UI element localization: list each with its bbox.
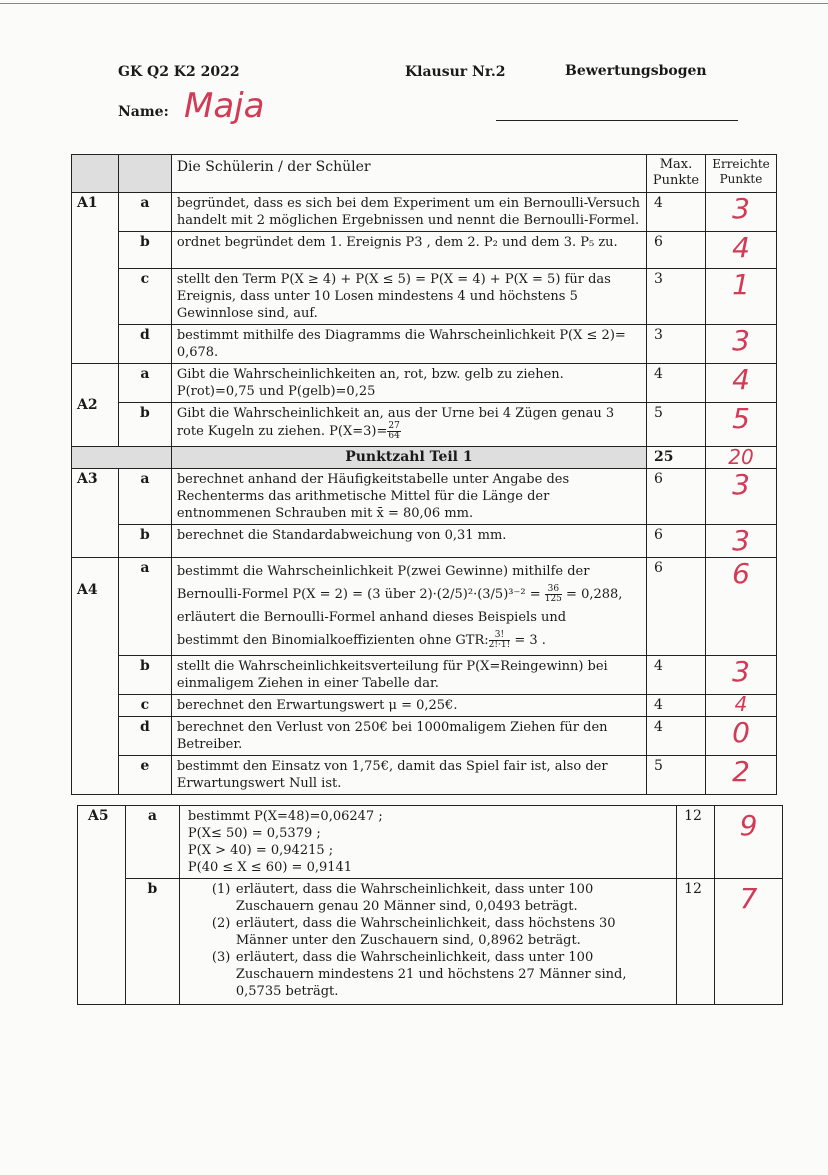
- max-points: 6: [646, 232, 705, 269]
- scan-edge: [0, 3, 828, 4]
- subtask-label: d: [118, 717, 171, 756]
- achieved-points: 4: [705, 364, 776, 403]
- subtask-label: e: [118, 756, 171, 795]
- achieved-points: 9: [715, 806, 783, 879]
- criterion-text: berechnet anhand der Häufigkeitstabelle unter Angabe des Rechenterms das arithmetische Mittel für die Länge der entnommenen Schrauben mit x̄ = 80,06 mm.: [171, 469, 646, 525]
- achieved-points: 1: [705, 269, 776, 325]
- column-header-achieved: Erreichte Punkte: [705, 155, 776, 193]
- exam-title: Klausur Nr.2: [405, 64, 506, 80]
- subtask-label: d: [118, 325, 171, 364]
- task-label: A5: [78, 806, 126, 1005]
- task-label: A3: [72, 469, 119, 558]
- header-blank-2: [118, 155, 171, 193]
- achieved-points: 3: [705, 656, 776, 695]
- achieved-points: 0: [705, 717, 776, 756]
- criterion-text: berechnet die Standardabweichung von 0,31 mm.: [171, 525, 646, 558]
- course-title: GK Q2 K2 2022: [118, 64, 240, 80]
- criterion-text: Gibt die Wahrscheinlichkeiten an, rot, bzw. gelb zu ziehen. P(rot)=0,75 und P(gelb)=0,25: [171, 364, 646, 403]
- column-header-student: Die Schülerin / der Schüler: [171, 155, 646, 193]
- subtask-label: b: [118, 656, 171, 695]
- task-label: A4: [72, 558, 119, 795]
- total-label: Punktzahl Teil 1: [171, 447, 646, 469]
- max-points: 4: [646, 193, 705, 232]
- subtask-label: c: [118, 695, 171, 717]
- criterion-list: (1) erläutert, dass die Wahrscheinlichkeit, dass unter 100 Zuschauern genau 20 Männer sind, 0,0493 beträgt. (2) erläutert, dass die Wahrscheinlichkeit, dass höchstens 30 Männer unter den Zuschauern sind, 0,8962 beträgt. (3) erläutert, dass die Wahrscheinlichkeit, dass unter 100 Zuschauern mindestens 21 und höchstens 27 Männer sind, 0,5735 beträgt.: [179, 879, 676, 1005]
- subtask-label: b: [118, 232, 171, 269]
- criterion-text: stellt die Wahrscheinlichkeitsverteilung für P(X=Reingewinn) bei einmaligem Ziehen in einer Tabelle dar.: [171, 656, 646, 695]
- name-label: Name:: [118, 104, 169, 120]
- criterion-text: berechnet den Verlust von 250€ bei 1000maligem Ziehen für den Betreiber.: [171, 717, 646, 756]
- fraction: $\frac{27}{64}$: [388, 421, 400, 441]
- total-blank: [72, 447, 172, 469]
- criterion-text: bestimmt P(X=48)=0,06247 ; P(X≤ 50) = 0,5379 ; P(X > 40) = 0,94215 ; P(40 ≤ X ≤ 60) = 0,9141: [179, 806, 676, 879]
- header-blank-1: [72, 155, 119, 193]
- signature-line: [496, 120, 738, 121]
- max-points: 4: [646, 656, 705, 695]
- subtask-label: b: [118, 525, 171, 558]
- subtask-label: b: [118, 403, 171, 447]
- grading-table: [71, 154, 777, 795]
- subtask-label: a: [118, 193, 171, 232]
- subtask-label: b: [125, 879, 179, 1005]
- max-points: 6: [646, 469, 705, 525]
- list-item: erläutert, dass die Wahrscheinlichkeit, dass unter 100 Zuschauern mindestens 21 und höchstens 27 Männer sind, 0,5735 beträgt.: [235, 950, 627, 999]
- criterion-text: ordnet begründet dem 1. Ereignis P3 , dem 2. P₂ und dem 3. P₅ zu.: [171, 232, 646, 269]
- subtask-label: c: [118, 269, 171, 325]
- list-item: erläutert, dass die Wahrscheinlichkeit, dass höchstens 30 Männer unter den Zuschauern sind, 0,8962 beträgt.: [235, 916, 616, 948]
- task-label: A2: [72, 364, 119, 447]
- achieved-points: 4: [705, 232, 776, 269]
- max-points: 5: [646, 756, 705, 795]
- subtask-label: a: [118, 558, 171, 656]
- total-max: 25: [646, 447, 705, 469]
- criterion-text: begründet, dass es sich bei dem Experiment um ein Bernoulli-Versuch handelt mit 2 möglichen Ergebnissen und nennt die Bernoulli-Formel.: [171, 193, 646, 232]
- subtask-label: a: [125, 806, 179, 879]
- max-points: 3: [646, 269, 705, 325]
- criterion-text: stellt den Term P(X ≥ 4) + P(X ≤ 5) = P(X = 4) + P(X = 5) für das Ereignis, dass unter 10 Losen mindestens 4 und höchstens 5 Gewinnlose sind, auf.: [171, 269, 646, 325]
- criterion-text: bestimmt die Wahrscheinlichkeit P(zwei Gewinne) mithilfe der Bernoulli-Formel P(X = 2) = (3 über 2)·(2/5)²·(3/5)³⁻² = $\frac{36}{125}$ = 0,288, erläutert die Bernoulli-Formel anhand dieses Beispiels und bestimmt den Binomialkoeffizienten ohne GTR: $\frac{3!}{2!\cdot 1!}$ = 3 .: [171, 558, 646, 656]
- total-achieved: 20: [705, 447, 776, 469]
- task-label: A1: [72, 193, 119, 364]
- student-name: Maja: [184, 86, 265, 126]
- criterion-text: bestimmt den Einsatz von 1,75€, damit das Spiel fair ist, also der Erwartungswert Null ist.: [171, 756, 646, 795]
- criterion-text: berechnet den Erwartungswert μ = 0,25€.: [171, 695, 646, 717]
- achieved-points: 2: [705, 756, 776, 795]
- achieved-points: 6: [705, 558, 776, 656]
- subtask-label: a: [118, 364, 171, 403]
- max-points: 12: [677, 806, 715, 879]
- max-points: 4: [646, 695, 705, 717]
- criterion-text: Gibt die Wahrscheinlichkeit an, aus der Urne bei 4 Zügen genau 3 rote Kugeln zu ziehen. P(X=3)= $\frac{27}{64}$: [171, 403, 646, 447]
- grading-table-a5: [77, 805, 783, 1005]
- max-points: 6: [646, 525, 705, 558]
- max-points: 4: [646, 717, 705, 756]
- column-header-max: Max. Punkte: [646, 155, 705, 193]
- fraction: $\frac{3!}{2!\cdot 1!}$: [488, 630, 511, 650]
- achieved-points: 3: [705, 525, 776, 558]
- fraction: $\frac{36}{125}$: [544, 584, 562, 604]
- max-points: 12: [677, 879, 715, 1005]
- max-points: 4: [646, 364, 705, 403]
- max-points: 5: [646, 403, 705, 447]
- max-points: 3: [646, 325, 705, 364]
- achieved-points: 4: [705, 695, 776, 717]
- achieved-points: 5: [705, 403, 776, 447]
- achieved-points: 3: [705, 193, 776, 232]
- sheet-title: Bewertungsbogen: [565, 63, 707, 79]
- achieved-points: 7: [715, 879, 783, 1005]
- subtask-label: a: [118, 469, 171, 525]
- list-item: erläutert, dass die Wahrscheinlichkeit, dass unter 100 Zuschauern genau 20 Männer sind, 0,0493 beträgt.: [235, 882, 594, 914]
- max-points: 6: [646, 558, 705, 656]
- criterion-text: bestimmt mithilfe des Diagramms die Wahrscheinlichkeit P(X ≤ 2)= 0,678.: [171, 325, 646, 364]
- achieved-points: 3: [705, 469, 776, 525]
- achieved-points: 3: [705, 325, 776, 364]
